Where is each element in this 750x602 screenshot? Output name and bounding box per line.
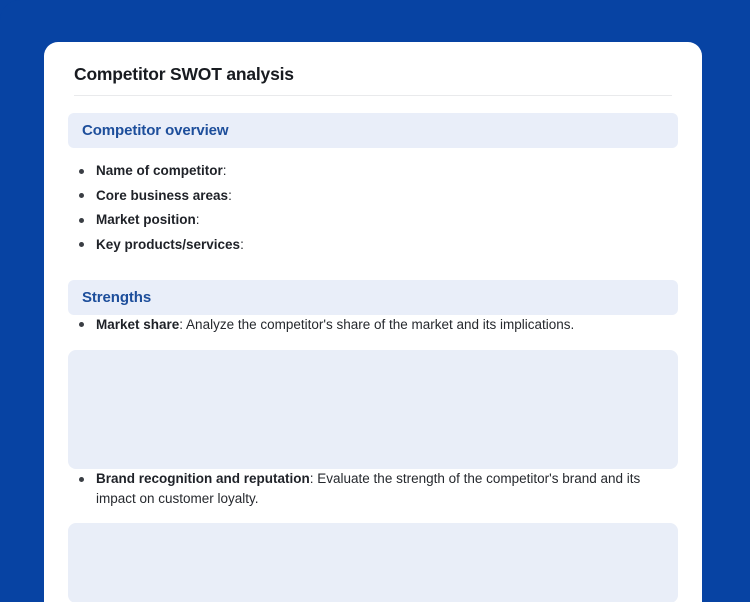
strengths-list <box>68 469 678 508</box>
list-item <box>68 236 678 253</box>
list-item-text: : <box>195 212 200 227</box>
list-item-label: Market position <box>96 212 196 227</box>
list-item-text: : <box>228 187 232 203</box>
overview-list <box>68 162 678 253</box>
list-item-label: Key products/services <box>96 236 241 252</box>
list-item-text: : Evaluate the strength of the competitor's brand and its impact on customer loyalty. <box>96 471 641 506</box>
list-item <box>68 469 678 508</box>
section-header-strengths <box>68 280 678 315</box>
list-item-label: Name of competitor <box>96 163 223 178</box>
bullet-icon <box>79 322 84 327</box>
bullet-icon <box>79 242 84 247</box>
list-item <box>68 315 678 335</box>
bullet-icon <box>79 477 84 482</box>
list-item <box>68 162 678 179</box>
content-placeholder[interactable] <box>68 523 678 602</box>
list-item-label: Core business areas <box>96 187 229 203</box>
document-title: Competitor SWOT analysis <box>74 64 294 84</box>
list-item-text: : <box>240 236 244 252</box>
title-divider <box>74 95 672 96</box>
section-heading: Strengths <box>82 288 152 306</box>
list-item-text: : <box>222 163 227 178</box>
bullet-icon <box>79 169 84 174</box>
content-placeholder[interactable] <box>68 350 678 469</box>
list-item-text: : Analyze the competitor's share of the market and its implications. <box>179 316 575 332</box>
bullet-icon <box>79 193 84 198</box>
list-item-label: Brand recognition and reputation <box>96 471 310 486</box>
list-item <box>68 187 678 204</box>
bullet-icon <box>79 218 84 223</box>
strengths-list <box>68 315 678 335</box>
document-card <box>44 42 702 602</box>
list-item <box>68 211 678 228</box>
section-header-competitor-overview <box>68 113 678 148</box>
list-item-label: Market share <box>96 316 180 332</box>
section-heading: Competitor overview <box>82 122 229 139</box>
